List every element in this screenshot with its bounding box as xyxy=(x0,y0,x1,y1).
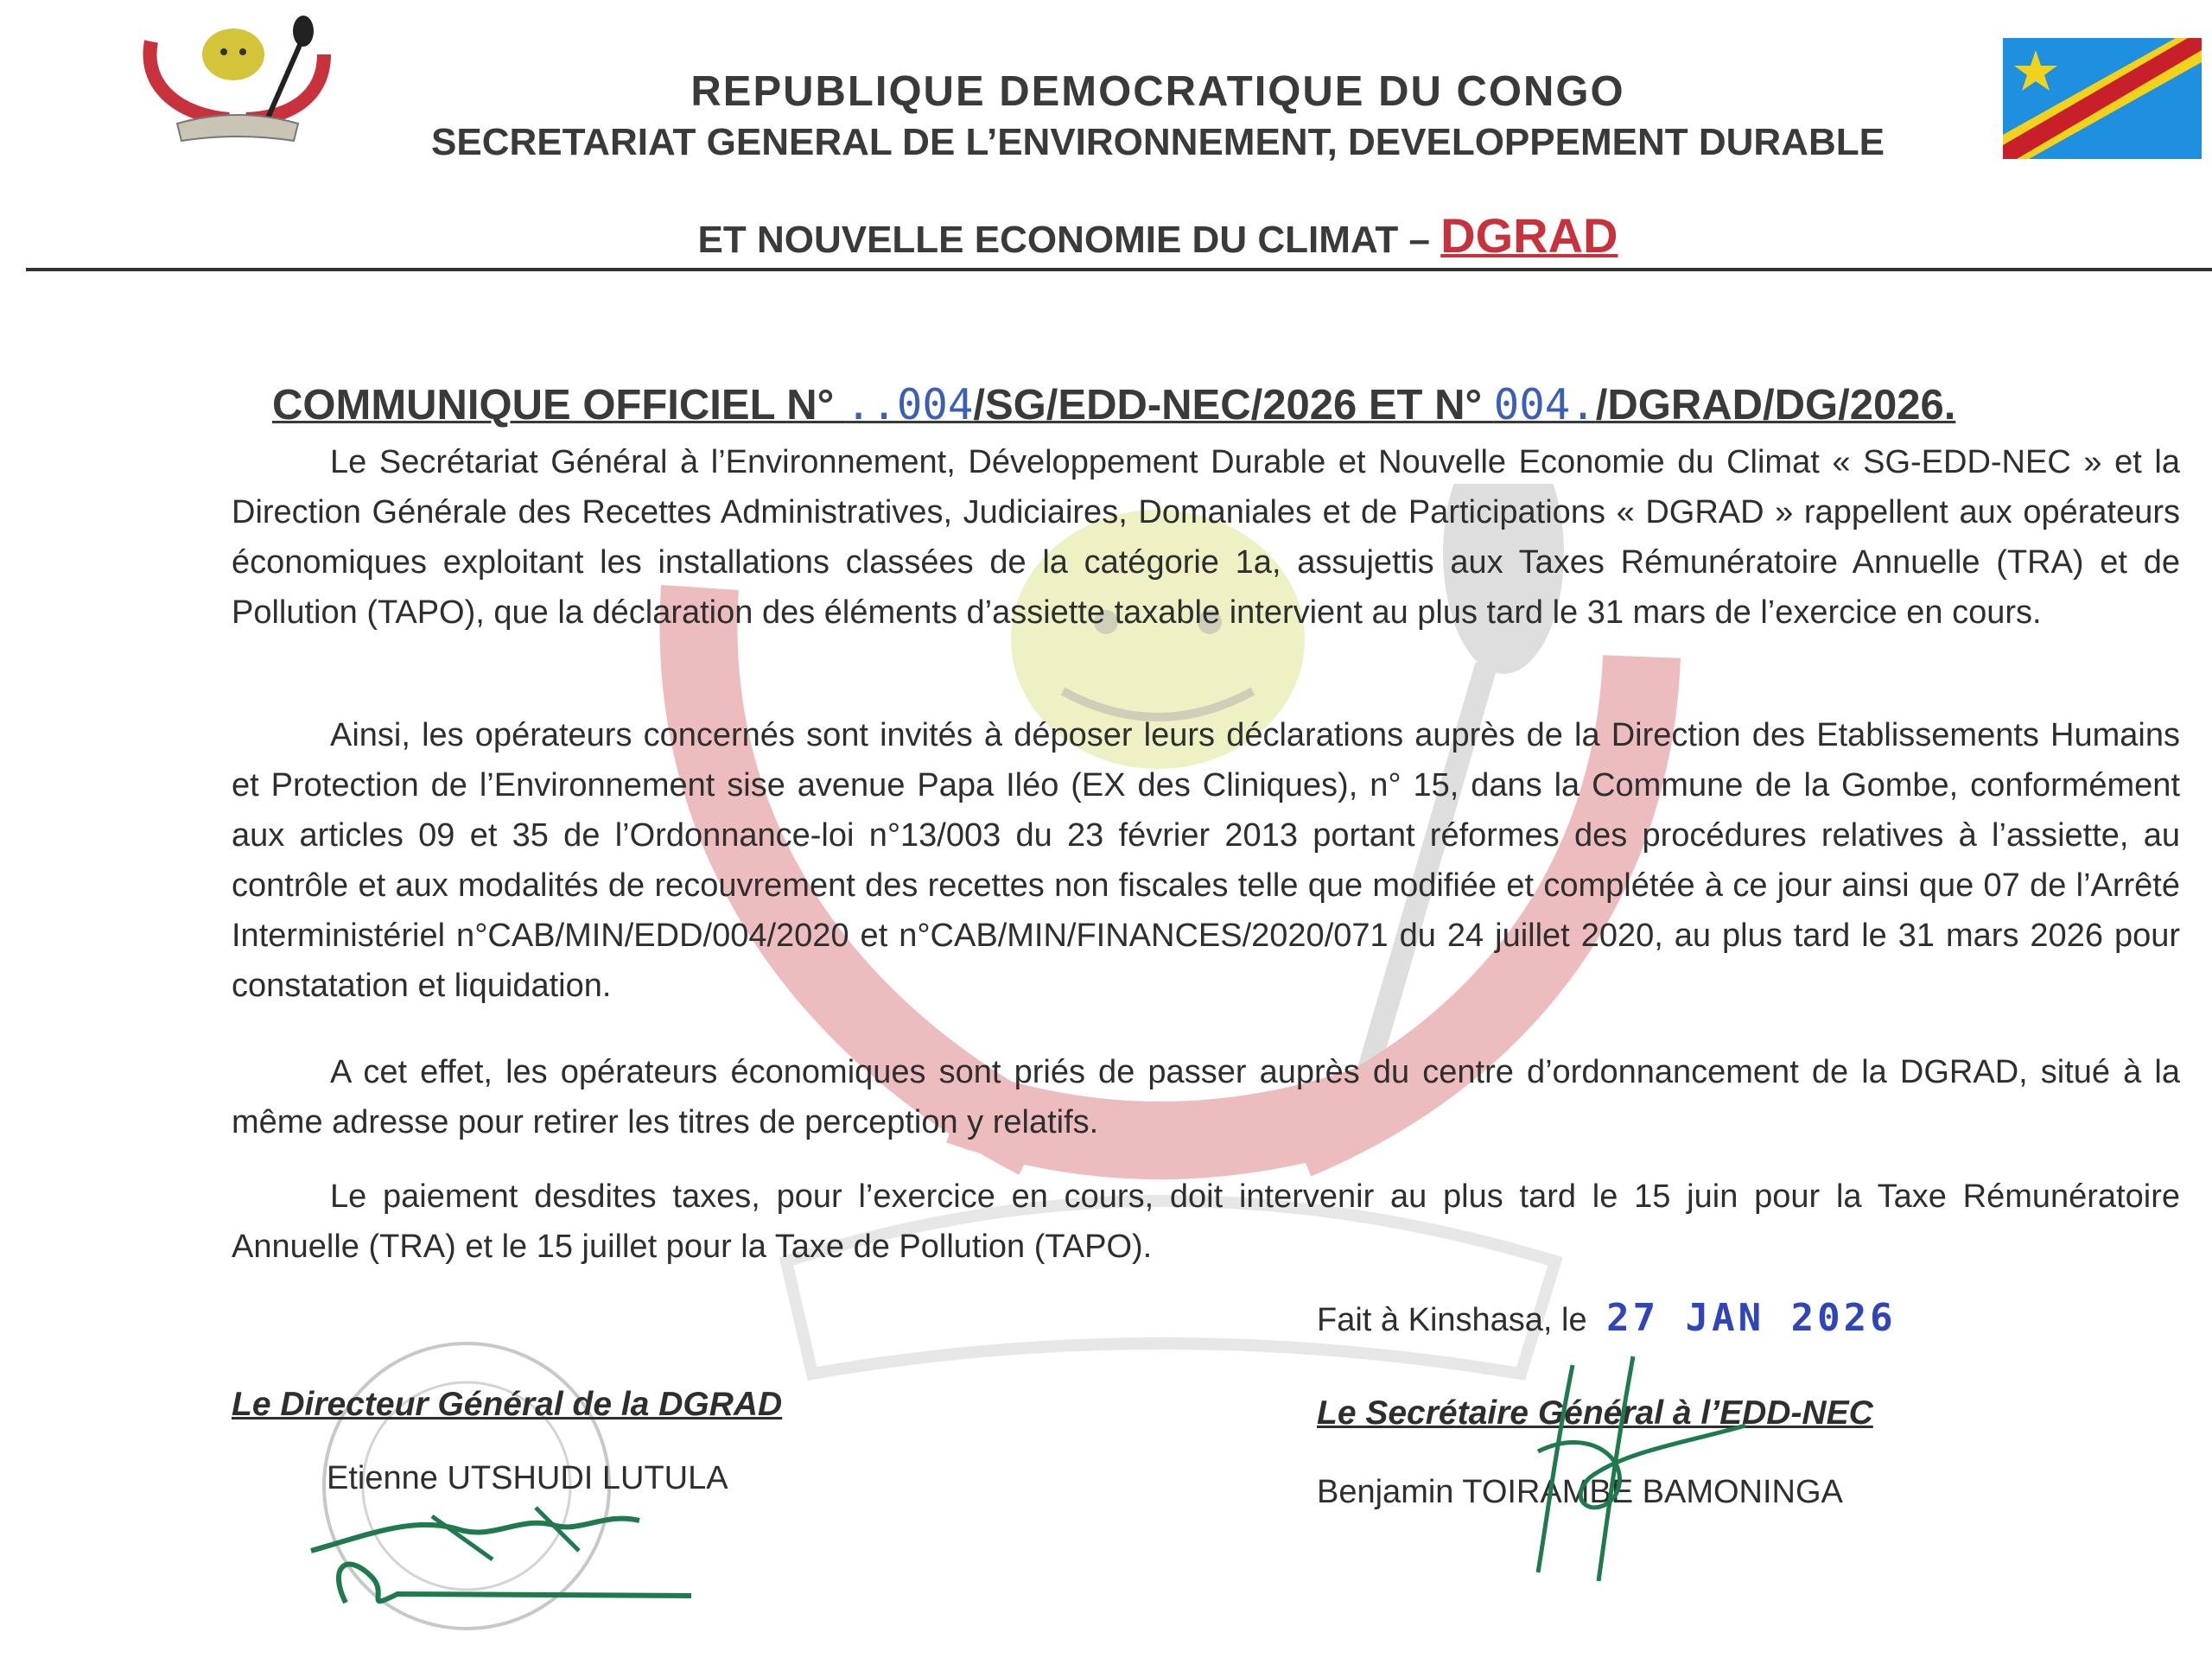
header-secretariat: SECRETARIAT GENERAL DE L’ENVIRONNEMENT, DEVELOPPEMENT DURABLE xyxy=(431,121,1885,163)
header-country: REPUBLIQUE DEMOCRATIQUE DU CONGO xyxy=(690,68,1625,115)
title-number-2: 004. xyxy=(1493,380,1596,429)
right-signatory-name: Benjamin TOIRAMBE BAMONINGA xyxy=(1317,1474,1843,1510)
date-stamp: 27 JAN 2026 xyxy=(1606,1296,1897,1340)
right-signature-icon xyxy=(1486,1348,1780,1590)
title-suffix: /DGRAD/DG/2026. xyxy=(1595,382,1956,429)
paragraph-4: Le paiement desdites taxes, pour l’exercice en cours, doit intervenir au plus tard le 15 juin pour la Taxe Rémunératoire Annuelle (TRA) et le 15 juillet pour la Taxe de Pollution (TAPO). xyxy=(232,1178,2180,1265)
place-label: Fait à Kinshasa, le xyxy=(1317,1302,1587,1338)
left-signatory-name: Etienne UTSHUDI LUTULA xyxy=(327,1460,728,1496)
dgrad-logo-text: DGRAD xyxy=(1440,208,1618,263)
place-date xyxy=(1317,1296,1897,1340)
communique-title xyxy=(272,380,1955,429)
right-signatory-title: Le Secrétaire Général à l’EDD-NEC xyxy=(1317,1394,1873,1432)
left-signatory-title: Le Directeur Général de la DGRAD xyxy=(232,1386,783,1423)
header-divider xyxy=(26,268,2212,271)
paragraph-1: Le Secrétariat Général à l’Environnement, Développement Durable et Nouvelle Economie du Climat « SG-EDD-NEC » et la Direction Générale des Recettes Administratives, Judiciaires, Domaniales et de Participations « DGRAD » rappellent aux opérateurs économiques exploitant les installations classées de la catégorie 1a, assujettis aux Taxes Rémunératoire Annuelle (TRA) et de Pollution (TAPO), que la déclaration des éléments d’assiette taxable intervient au plus tard le 31 mars de l’exercice en cours. xyxy=(232,444,2180,631)
header-secretariat-line2 xyxy=(0,207,2212,264)
title-middle: /SG/EDD-NEC/2026 ET N° xyxy=(973,382,1494,429)
paragraph-2: Ainsi, les opérateurs concernés sont invités à déposer leurs déclarations auprès de la Direction des Etablissements Humains et Protection de l’Environnement sise avenue Papa Iléo (EX des Cliniques), n° 15, dans la Commune de la Gombe, conformément aux articles 09 et 35 de l’Ordonnance-loi n°13/003 du 23 février 2013 portant réformes des procédures relatives à l’assiette, au contrôle et aux modalités de recouvrement des recettes non fiscales telle que modifiée et complétée à ce jour ainsi que 07 de l’Arrêté Interministériel n°CAB/MIN/EDD/004/2020 et n°CAB/MIN/FINANCES/2020/071 du 24 juillet 2020, au plus tard le 31 mars 2026 pour constatation et liquidation. xyxy=(232,717,2180,1004)
title-prefix: COMMUNIQUE OFFICIEL N° xyxy=(272,382,846,429)
left-signature-icon xyxy=(294,1499,700,1620)
title-number-1: ..004 xyxy=(845,380,974,429)
header-line3: ET NOUVELLE ECONOMIE DU CLIMAT – xyxy=(697,219,1430,261)
paragraph-3: A cet effet, les opérateurs économiques sont priés de passer auprès du centre d’ordonnancement de la DGRAD, situé à la même adresse pour retirer les titres de perception y relatifs. xyxy=(232,1054,2180,1140)
